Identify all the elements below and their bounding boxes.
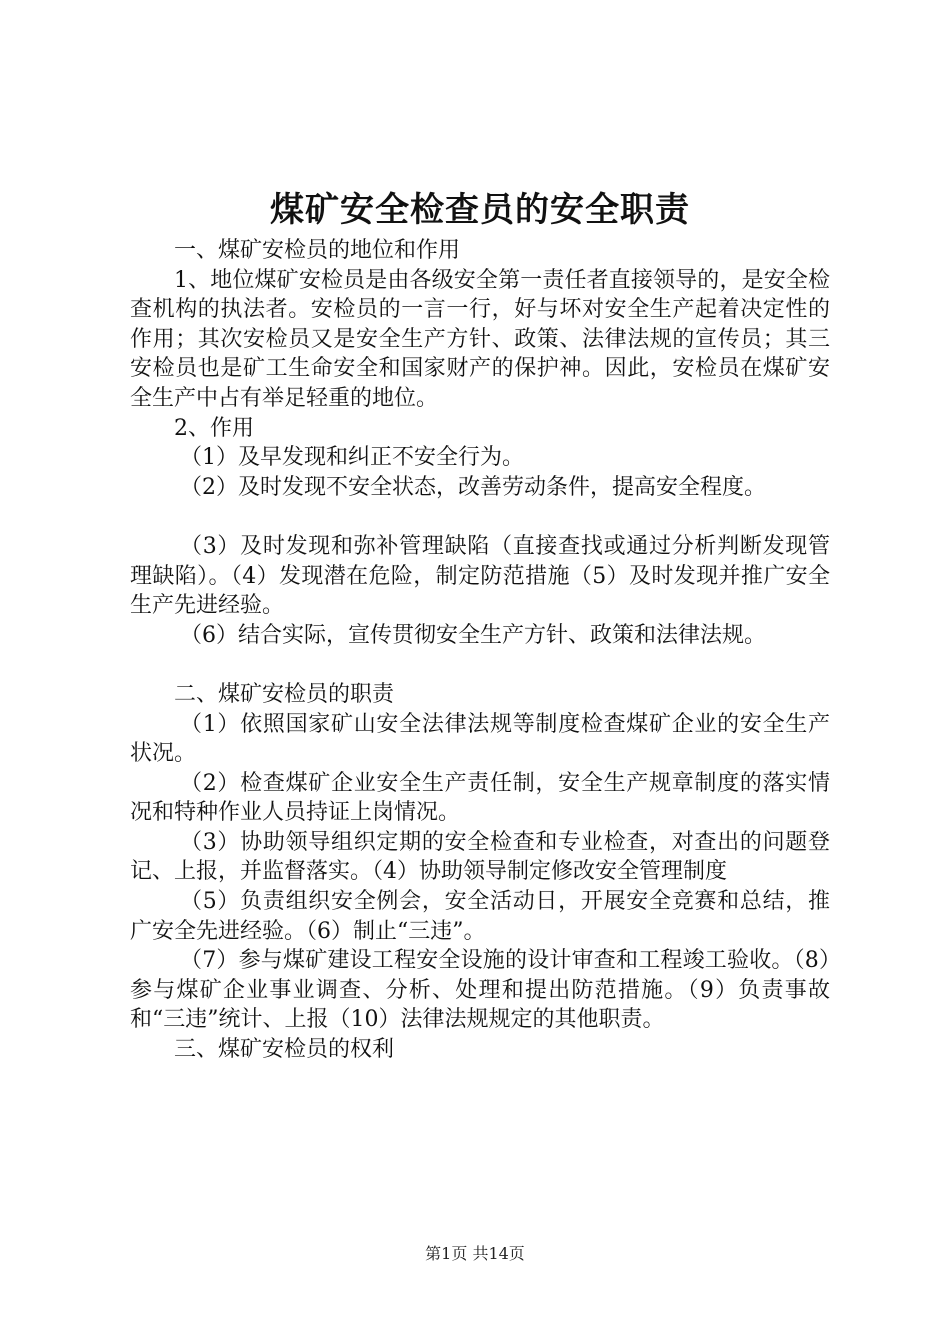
- blank-line: [130, 502, 830, 532]
- paragraph-role-3: （3）及时发现和弥补管理缺陷（直接查找或通过分析判断发现管理缺陷）。（4）发现潜在危险，制定防范措施（5）及时发现并推广安全生产先进经验。: [130, 533, 830, 619]
- section-heading-2: 二、煤矿安检员的职责: [174, 681, 395, 707]
- subheading-role: 2、作用: [174, 415, 254, 441]
- section-heading-3: 三、煤矿安检员的权利: [174, 1037, 395, 1063]
- paragraph-duty-7: （7）参与煤矿建设工程安全设施的设计审查和工程竣工验收。（8）参与煤矿企业事业调查、分析、处理和提出防范措施。（9）负责事故和“三违”统计、上报（10）法律法规规定的其他职责。: [130, 948, 830, 1033]
- paragraph-role-6: （6）结合实际，宣传贯彻安全生产方针、政策和法律法规。: [180, 622, 766, 648]
- paragraph-role-1: （1）及早发现和纠正不安全行为。: [180, 445, 524, 471]
- paragraph-duty-1: （1）依照国家矿山安全法律法规等制度检查煤矿企业的安全生产状况。: [130, 711, 830, 767]
- paragraph-position: 1、地位煤矿安检员是由各级安全第一责任者直接领导的，是安全检查机构的执法者。安检员的一言一行，好与坏对安全生产起着决定性的作用；其次安检员又是安全生产方针、政策、法律法规的宣传员；其三安检员也是矿工生命安全和国家财产的保护神。因此，安检员在煤矿安全生产中占有举足轻重的地位。: [130, 267, 830, 411]
- document-body: [130, 236, 830, 1065]
- document-title: 煤矿安全检查员的安全职责: [270, 190, 690, 230]
- paragraph-role-2: （2）及时发现不安全状态，改善劳动条件，提高安全程度。: [180, 474, 766, 500]
- paragraph-duty-5: （5）负责组织安全例会，安全活动日，开展安全竞赛和总结，推广安全先进经验。（6）制止“三违”。: [130, 889, 830, 944]
- section-heading-1: 一、煤矿安检员的地位和作用: [174, 238, 461, 263]
- blank-line: [130, 650, 830, 680]
- paragraph-duty-2: （2）检查煤矿企业安全生产责任制，安全生产规章制度的落实情况和特种作业人员持证上岗情况。: [130, 770, 830, 826]
- page-footer: 第1页 共14页: [425, 1244, 525, 1263]
- paragraph-duty-3: （3）协助领导组织定期的安全检查和专业检查，对查出的问题登记、上报，并监督落实。（4）协助领导制定修改安全管理制度: [130, 829, 830, 885]
